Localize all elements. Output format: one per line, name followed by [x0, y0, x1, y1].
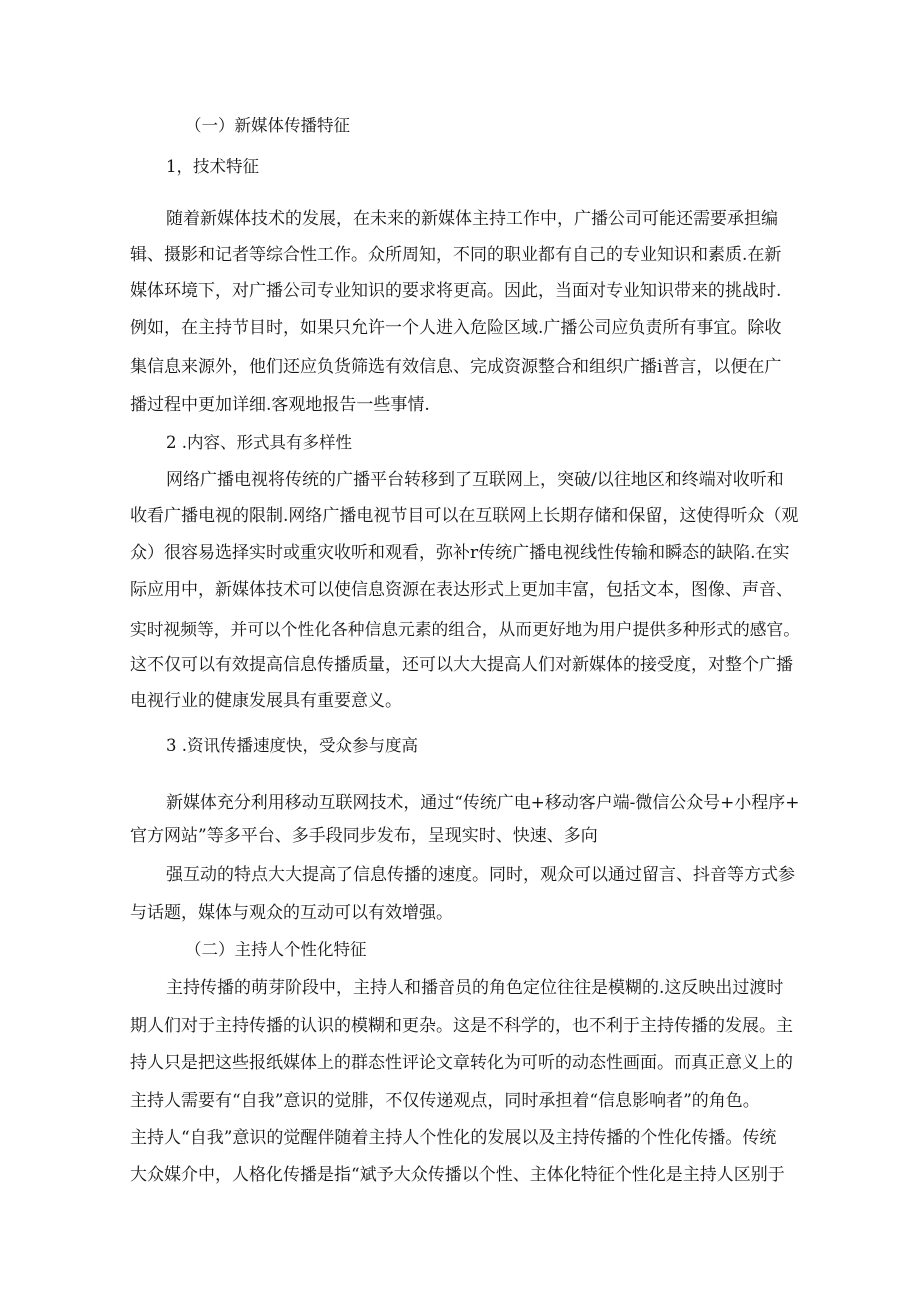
- paragraph-line: 实时视频等，并可以个性化各种信息元素的组合，从而更好地为用户提供多种形式的感官。: [130, 619, 801, 639]
- section-heading: （二）主持人个性化特征: [185, 940, 367, 959]
- paragraph-line: 主持人“自我”意识的觉醒伴随着主持人个性化的发展以及主持传播的个性化传播。传统: [130, 1128, 777, 1148]
- paragraph-line: 例如，在主持节目时，如果只允许一个人进入危险区域.广播公司应负责所有事宜。除收: [130, 318, 782, 338]
- subsection-title: 2 .内容、形式具有多样性: [166, 433, 352, 452]
- paragraph-line: 主持传播的萌芽阶段中，主持人和播音员的角色定位往往是模糊的.这反映出过渡时: [166, 978, 784, 998]
- paragraph-line: 持人只是把这些报纸媒体上的群态性评论文章转化为可听的动态性画面。而真正意义上的: [130, 1053, 793, 1073]
- paragraph-line: 收看广播电视的限制.网络广播电视节目可以在互联网上长期存储和保留，这使得听众（观: [130, 506, 799, 526]
- paragraph-line: 期人们对于主持传播的认识的模糊和更杂。这是不科学的，也不利于主持传播的发展。主: [130, 1016, 793, 1036]
- paragraph-line: 随着新媒体技术的发展，在未来的新媒体主持工作中，广播公司可能还需要承担编: [166, 209, 778, 229]
- paragraph-line: 电视行业的健康发展具有重要意义。: [130, 691, 402, 711]
- paragraph-line: 媒体环境下，对广播公司专业知识的要求将更高。因此，当面对专业知识带来的挑战时.: [130, 281, 782, 301]
- subsection-title: 1，技术特征: [166, 157, 259, 176]
- paragraph-line: 主持人需要有“自我”意识的觉腓，不仅传递观点，同时承担着“信息影响者”的角色。: [130, 1091, 760, 1111]
- subsection-title: 3 .资讯传播速度快，受众参与度高: [166, 736, 418, 755]
- paragraph-line: 众）很容易选择实时或重灾收听和观看，弥补r传统广播电视线性传输和瞬态的缺陷.在实: [130, 543, 790, 563]
- paragraph-line: 辑、摄影和记者等综合性工作。众所周知，不同的职业都有自己的专业知识和素质.在新: [130, 245, 782, 265]
- paragraph-line: 播过程中更加详细.客观地报告一些事情.: [130, 395, 430, 415]
- paragraph-line: 新媒体充分利用移动互联网技术，通过“传统广电+移动客户端-微信公众号+小程序+: [166, 792, 800, 812]
- paragraph-line: 际应用中，新媒体技术可以使信息资源在表达形式上更加丰富，包括文本，图像、声音、: [130, 580, 793, 600]
- paragraph-line: 强互动的特点大大提高了信息传播的速度。同时，观众可以通过留言、抖音等方式参: [166, 865, 795, 885]
- paragraph-line: 大众媒介中，人格化传播是指“斌予大众传播以个性、主体化特征个性化是主持人区别于: [130, 1165, 785, 1185]
- paragraph-line: 集信息来源外，他们还应负货筛选有效信息、完成资源整合和组织广播i普言，以便在广: [130, 357, 782, 377]
- section-heading: （一）新媒体传播特征: [185, 116, 350, 135]
- paragraph-line: 这不仅可以有效提高信息传播质量，还可以大大提高人们对新媒体的接受度，对整个广播: [130, 655, 793, 675]
- paragraph-line: 网络广播电视将传统的广播平台转移到了互联网上，突破/以往地区和终端对收听和: [166, 470, 784, 490]
- paragraph-line: 官方网站”等多平台、多手段同步发布，呈现实时、快速、多向: [130, 826, 598, 846]
- paragraph-line: 与话题，媒体与观众的互动可以有效增强。: [130, 903, 453, 923]
